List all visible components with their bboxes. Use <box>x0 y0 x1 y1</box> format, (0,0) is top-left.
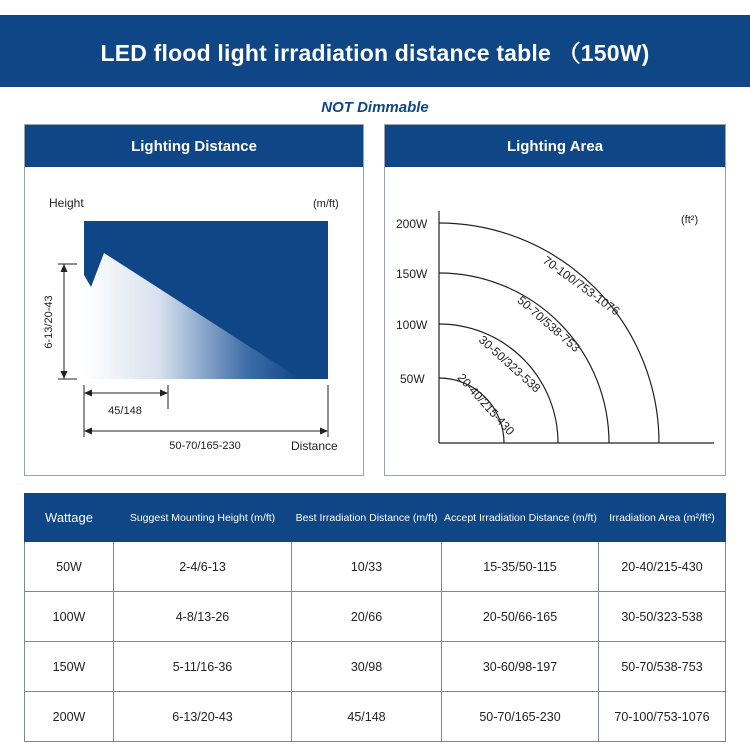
cell-best-distance: 30/98 <box>292 642 442 692</box>
accept-distance-value: 50-70/165-230 <box>169 440 241 452</box>
arc-label-150w: 50-70/538-753 <box>514 293 583 355</box>
distance-axis-label: Distance <box>291 439 338 453</box>
cell-mounting-height: 4-8/13-26 <box>114 592 292 642</box>
best-distance-value: 45/148 <box>108 405 142 417</box>
cell-best-distance: 10/33 <box>292 542 442 592</box>
table-row <box>25 692 726 742</box>
unit-label: (m/ft) <box>313 198 339 210</box>
watt-label-50w: 50W <box>400 372 425 386</box>
arc-label-100w: 30-50/323-538 <box>475 332 544 396</box>
lighting-area-diagram <box>385 125 725 475</box>
cell-irradiation-area: 70-100/753-1076 <box>599 692 726 742</box>
header-irradiation-area: Irradiation Area (m²/ft²) <box>599 494 726 542</box>
header-accept-distance: Accept Irradiation Distance (m/ft) <box>442 494 599 542</box>
watt-label-150w: 150W <box>396 267 428 281</box>
cell-best-distance: 45/148 <box>292 692 442 742</box>
cell-mounting-height: 2-4/6-13 <box>114 542 292 592</box>
table-row <box>25 592 726 642</box>
area-unit-label: (ft²) <box>681 214 699 226</box>
cell-accept-distance: 50-70/165-230 <box>442 692 599 742</box>
header-best-distance: Best Irradiation Distance (m/ft) <box>292 494 442 542</box>
lighting-area-panel <box>384 124 726 476</box>
cell-accept-distance: 30-60/98-197 <box>442 642 599 692</box>
not-dimmable-note: NOT Dimmable <box>321 99 429 116</box>
lighting-distance-diagram <box>25 125 363 475</box>
height-value: 6-13/20-43 <box>43 295 55 349</box>
cell-irradiation-area: 30-50/323-538 <box>599 592 726 642</box>
cell-accept-distance: 20-50/66-165 <box>442 592 599 642</box>
irradiation-spec-table <box>24 493 726 742</box>
cell-wattage: 150W <box>25 642 114 692</box>
table-row <box>25 642 726 692</box>
watt-label-200w: 200W <box>396 217 428 231</box>
cell-mounting-height: 6-13/20-43 <box>114 692 292 742</box>
cell-irradiation-area: 20-40/215-430 <box>599 542 726 592</box>
header-wattage: Wattage <box>25 494 114 542</box>
arc-label-200w: 70-100/753-1076 <box>540 253 623 319</box>
cell-accept-distance: 15-35/50-115 <box>442 542 599 592</box>
table-header-row <box>25 494 726 542</box>
height-label: Height <box>49 196 84 210</box>
cell-wattage: 100W <box>25 592 114 642</box>
lighting-distance-title: Lighting Distance <box>25 125 363 167</box>
arc-label-50w: 20-40/215-430 <box>454 370 518 439</box>
lighting-area-title: Lighting Area <box>385 125 725 167</box>
watt-label-100w: 100W <box>396 318 428 332</box>
cell-wattage: 50W <box>25 542 114 592</box>
header-mounting-height: Suggest Mounting Height (m/ft) <box>114 494 292 542</box>
cell-wattage: 200W <box>25 692 114 742</box>
page-title: LED flood light irradiation distance table （150W) <box>0 15 750 87</box>
lighting-distance-panel <box>24 124 364 476</box>
table-row <box>25 542 726 592</box>
cell-mounting-height: 5-11/16-36 <box>114 642 292 692</box>
cell-best-distance: 20/66 <box>292 592 442 642</box>
cell-irradiation-area: 50-70/538-753 <box>599 642 726 692</box>
